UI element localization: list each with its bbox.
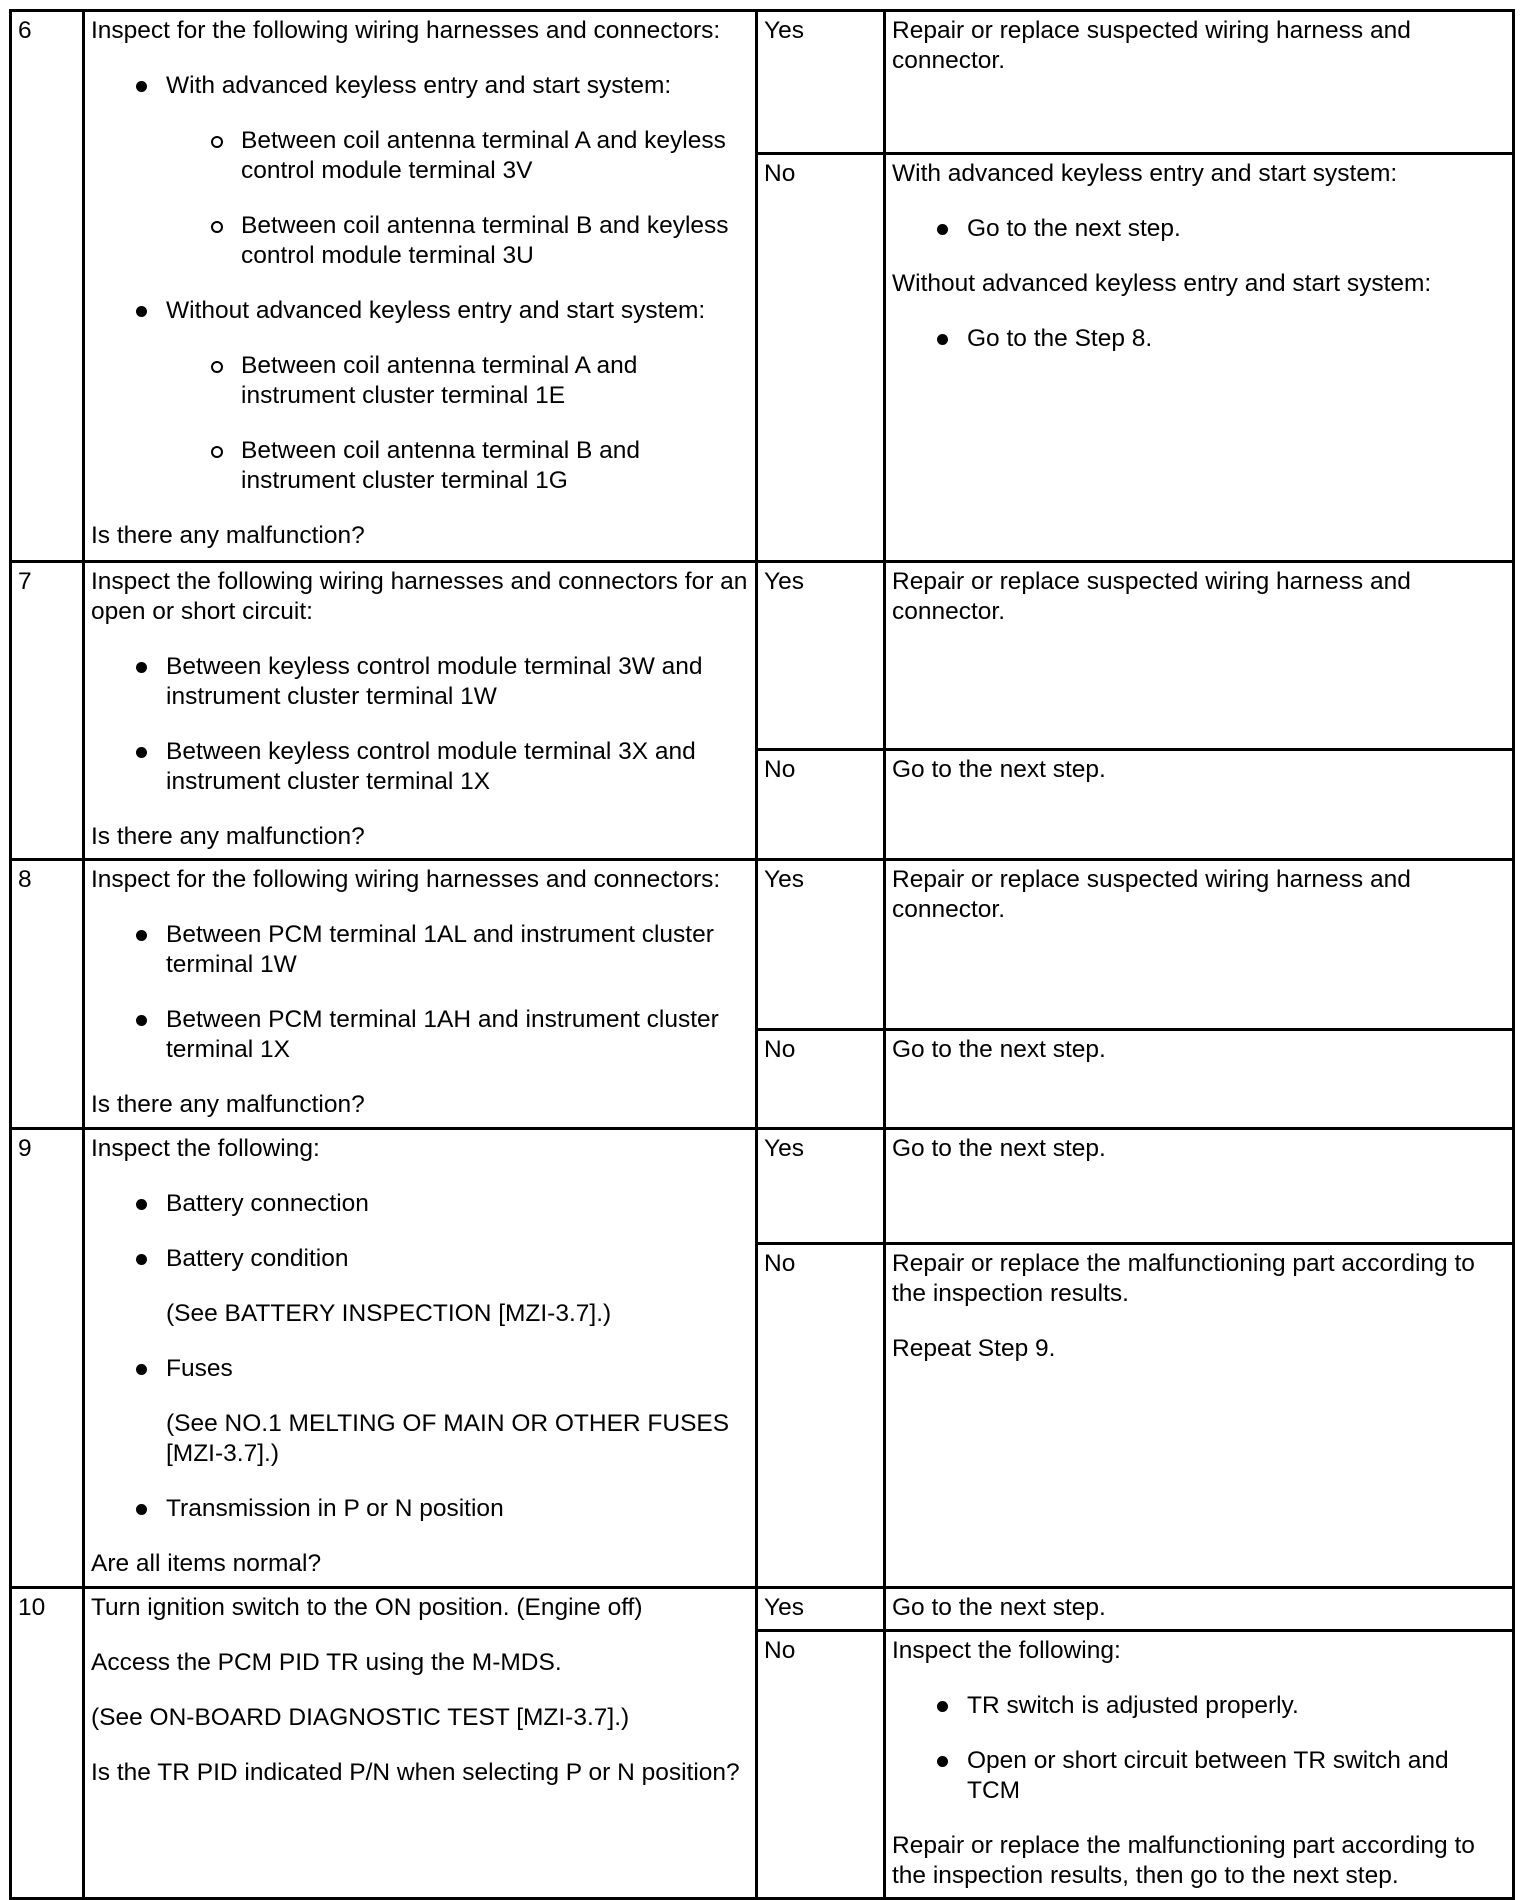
action-line: Access the PCM PID TR using the M-MDS. <box>91 1649 562 1676</box>
list-item: Battery condition <box>91 1244 749 1274</box>
answer-no: No <box>757 1631 885 1899</box>
step-6-yes-row <box>11 11 1514 154</box>
action-question: Is there any malfunction? <box>91 522 365 549</box>
step-7-yes-row <box>11 562 1514 750</box>
list-item: Without advanced keyless entry and start system: <box>91 296 749 326</box>
condition-list <box>91 920 749 1065</box>
action-question: Are all items normal? <box>91 1550 322 1577</box>
result-yes: Go to the next step. <box>885 1129 1514 1244</box>
result-line: Without advanced keyless entry and start system: <box>892 270 1432 297</box>
step-action <box>84 860 757 1129</box>
result-no <box>885 1631 1514 1899</box>
diagnostic-procedure-table <box>9 9 1515 1900</box>
action-question: Is there any malfunction? <box>91 1091 365 1118</box>
answer-no: No <box>757 750 885 860</box>
answer-yes: Yes <box>757 860 885 1030</box>
step-10-yes-row <box>11 1588 1514 1631</box>
answer-yes: Yes <box>757 11 885 154</box>
step-number: 10 <box>11 1588 84 1899</box>
action-intro: Inspect the following: <box>91 1135 320 1162</box>
step-number: 8 <box>11 860 84 1129</box>
sub-list-item: Between coil antenna terminal A and instrument cluster terminal 1E <box>91 351 749 411</box>
result-no: Go to the next step. <box>885 750 1514 860</box>
result-yes: Repair or replace suspected wiring harness and connector. <box>885 11 1514 154</box>
reference-note: (See ON-BOARD DIAGNOSTIC TEST [MZI-3.7].) <box>91 1704 630 1731</box>
step-number: 7 <box>11 562 84 860</box>
result-line: With advanced keyless entry and start system: <box>892 160 1398 187</box>
action-intro: Inspect the following wiring harnesses and connectors for an open or short circuit: <box>91 568 748 625</box>
step-8-yes-row <box>11 860 1514 1030</box>
action-intro: Inspect for the following wiring harnesses and connectors: <box>91 866 721 893</box>
condition-list <box>91 1354 749 1384</box>
list-item: Between keyless control module terminal 3W and instrument cluster terminal 1W <box>91 652 749 712</box>
reference-note: (See NO.1 MELTING OF MAIN OR OTHER FUSES [MZI-3.7].) <box>166 1410 730 1467</box>
result-yes: Repair or replace suspected wiring harness and connector. <box>885 562 1514 750</box>
list-item: Transmission in P or N position <box>91 1494 749 1524</box>
answer-no: No <box>757 1030 885 1129</box>
condition-list <box>91 1494 749 1524</box>
step-action <box>84 1588 757 1899</box>
sub-list-item: Between coil antenna terminal B and instrument cluster terminal 1G <box>91 436 749 496</box>
result-list <box>892 324 1506 354</box>
answer-no: No <box>757 154 885 562</box>
list-item: Battery connection <box>91 1189 749 1219</box>
list-item: TR switch is adjusted properly. <box>892 1691 1506 1721</box>
result-list <box>892 214 1506 244</box>
step-number: 9 <box>11 1129 84 1588</box>
result-no <box>885 1244 1514 1588</box>
condition-list <box>91 1189 749 1274</box>
result-line: Repair or replace the malfunctioning part according to the inspection results, then go to the next step. <box>892 1832 1475 1889</box>
step-action <box>84 11 757 562</box>
sub-list-item: Between coil antenna terminal A and keyless control module terminal 3V <box>91 126 749 186</box>
result-yes: Go to the next step. <box>885 1588 1514 1631</box>
list-item: With advanced keyless entry and start system: <box>91 71 749 101</box>
result-line: Repeat Step 9. <box>892 1335 1056 1362</box>
result-no <box>885 154 1514 562</box>
result-yes: Repair or replace suspected wiring harness and connector. <box>885 860 1514 1030</box>
list-item: Between keyless control module terminal 3X and instrument cluster terminal 1X <box>91 737 749 797</box>
step-number: 6 <box>11 11 84 562</box>
answer-yes: Yes <box>757 1588 885 1631</box>
action-line: Turn ignition switch to the ON position. (Engine off) <box>91 1594 643 1621</box>
list-item: Fuses <box>91 1354 749 1384</box>
sub-list-item: Between coil antenna terminal B and keyless control module terminal 3U <box>91 211 749 271</box>
reference-note: (See BATTERY INSPECTION [MZI-3.7].) <box>166 1300 612 1327</box>
list-item: Go to the Step 8. <box>892 324 1506 354</box>
action-intro: Inspect for the following wiring harnesses and connectors: <box>91 17 721 44</box>
condition-list <box>91 652 749 797</box>
step-action <box>84 562 757 860</box>
answer-yes: Yes <box>757 1129 885 1244</box>
action-question: Is the TR PID indicated P/N when selecting P or N position? <box>91 1759 740 1786</box>
result-line: Repair or replace the malfunctioning part according to the inspection results. <box>892 1250 1475 1307</box>
step-action <box>84 1129 757 1588</box>
list-item: Go to the next step. <box>892 214 1506 244</box>
answer-yes: Yes <box>757 562 885 750</box>
result-line: Inspect the following: <box>892 1637 1121 1664</box>
answer-no: No <box>757 1244 885 1588</box>
list-item: Between PCM terminal 1AL and instrument cluster terminal 1W <box>91 920 749 980</box>
list-item: Between PCM terminal 1AH and instrument cluster terminal 1X <box>91 1005 749 1065</box>
action-question: Is there any malfunction? <box>91 823 365 850</box>
result-list <box>892 1691 1506 1806</box>
result-no: Go to the next step. <box>885 1030 1514 1129</box>
condition-list <box>91 71 749 496</box>
step-9-yes-row <box>11 1129 1514 1244</box>
list-item: Open or short circuit between TR switch and TCM <box>892 1746 1506 1806</box>
